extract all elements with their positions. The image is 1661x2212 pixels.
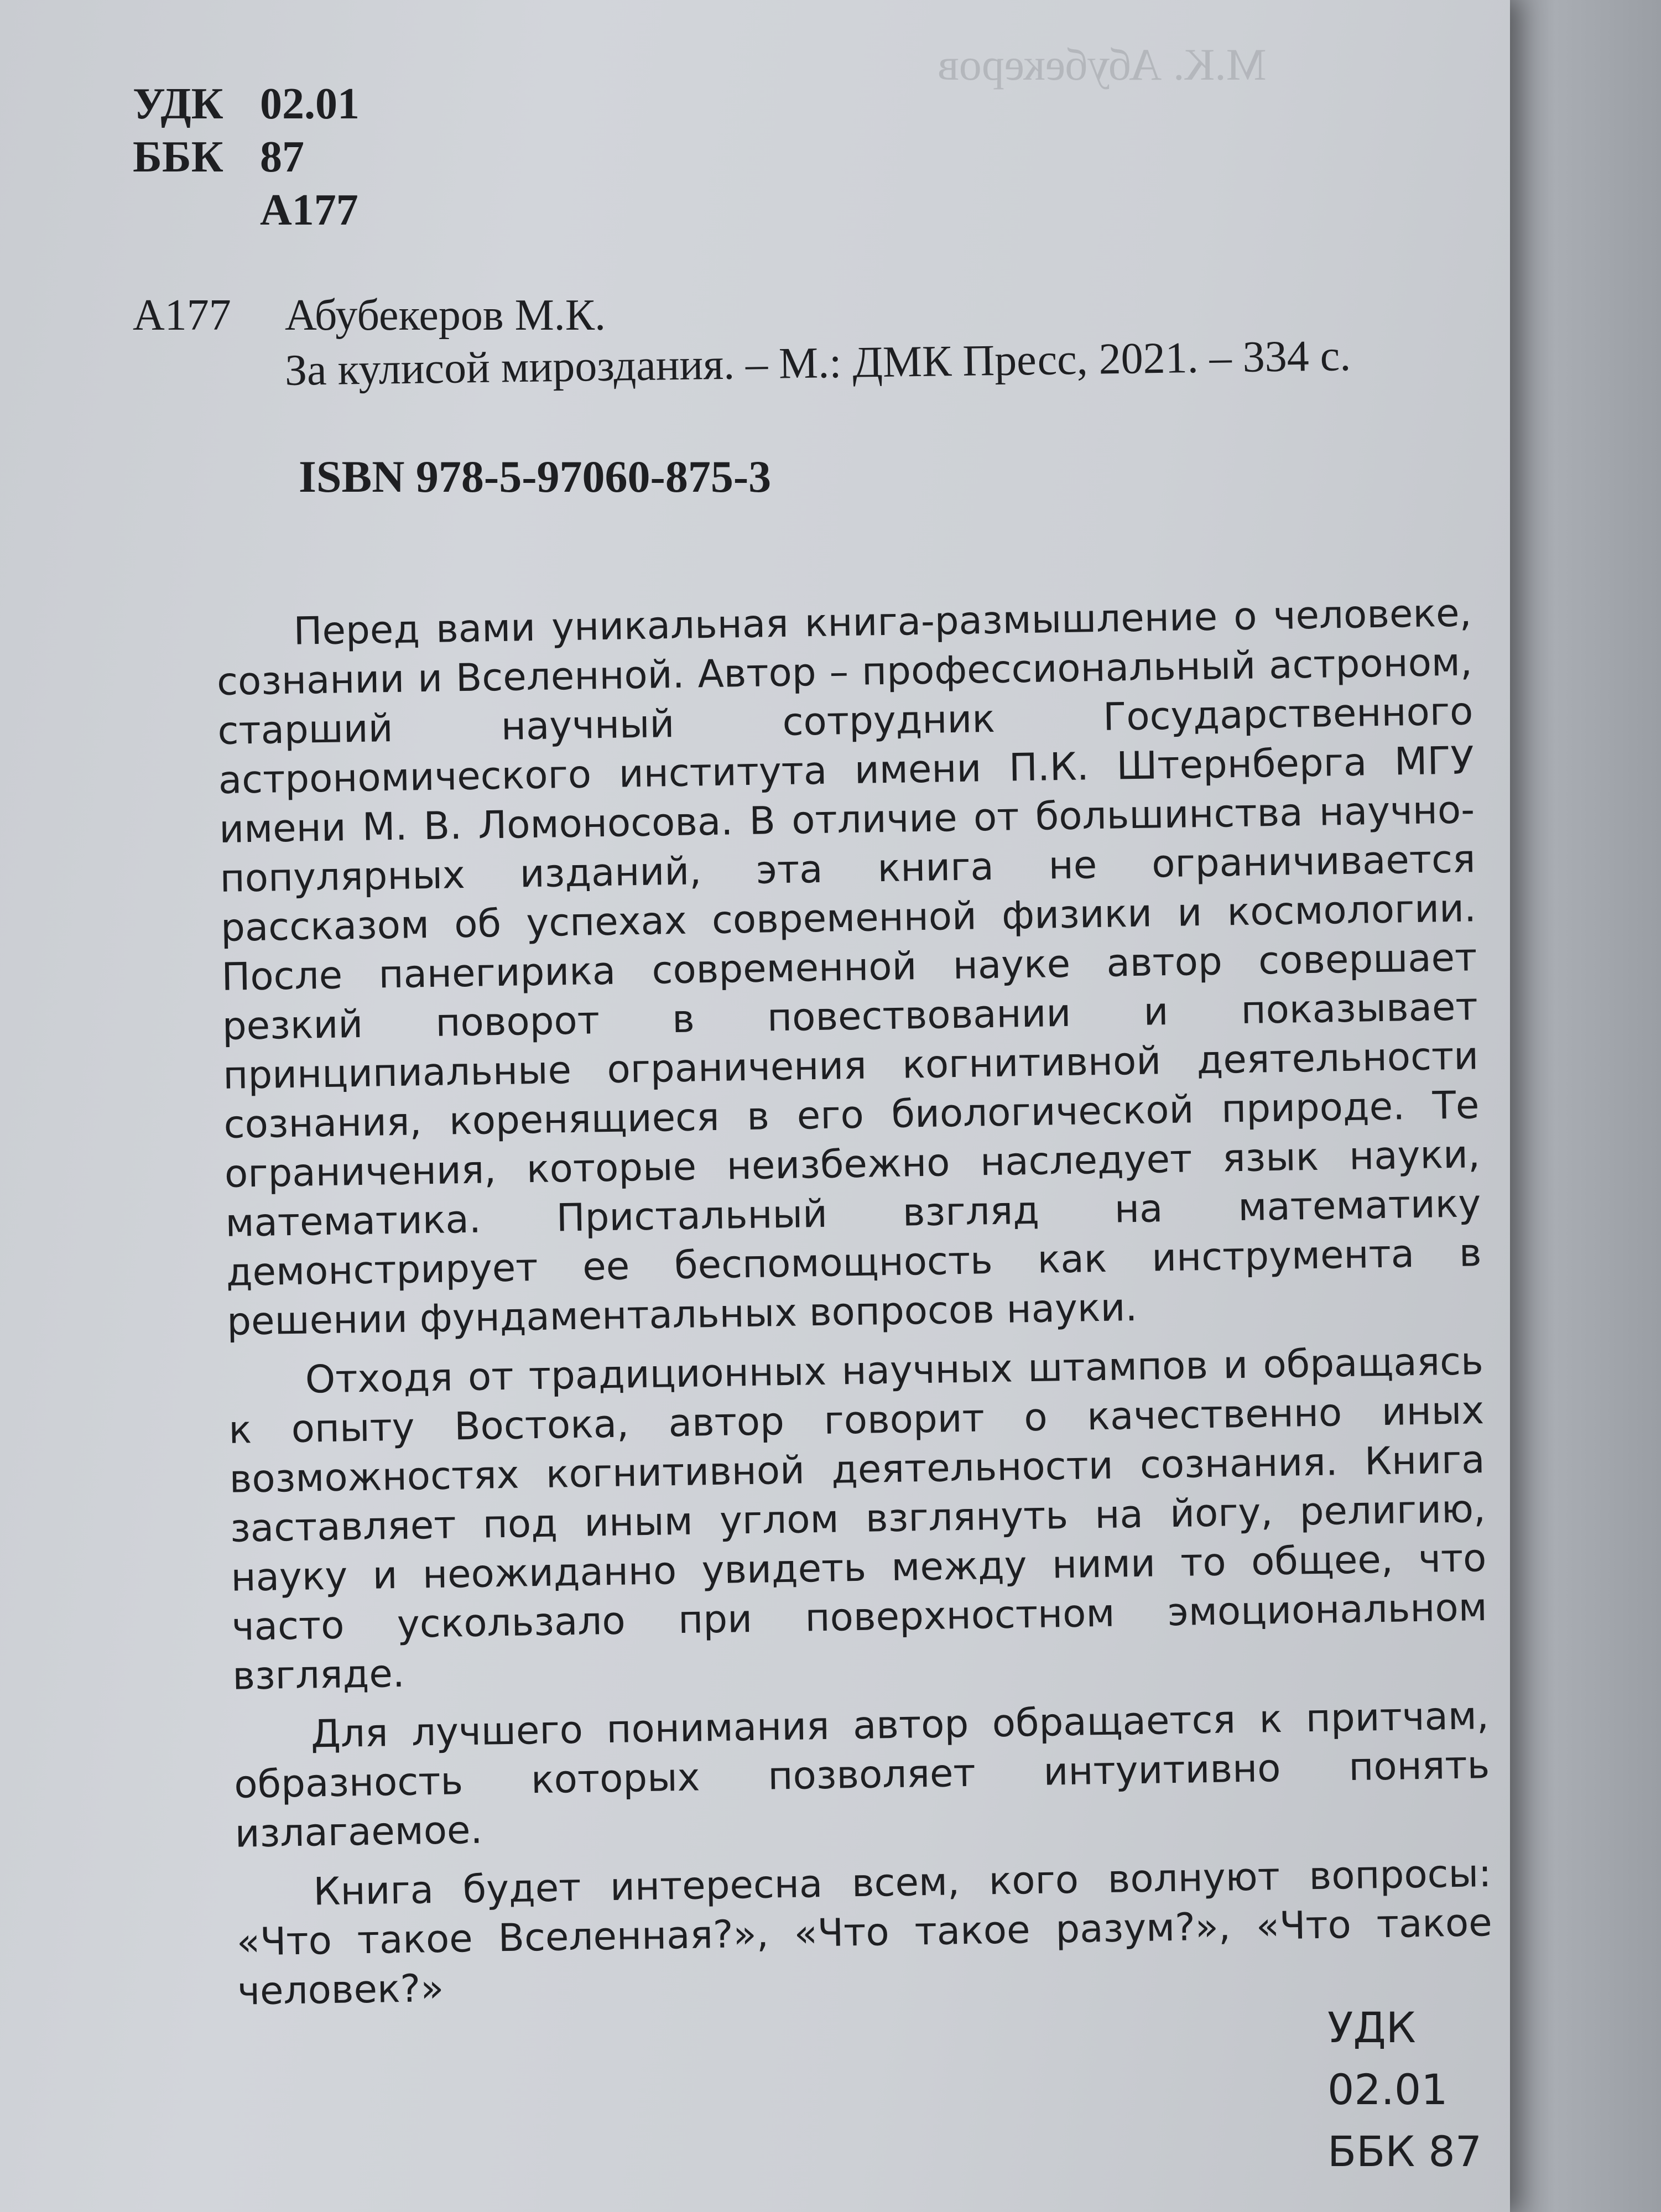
footer-classification <box>1327 1997 1510 2183</box>
abstract-paragraph-1: Перед вами уникальная книга-размышление о человеке, сознании и Вселенной. Автор – профессиональный астроном, старший научный сотрудник Государственного астрономического института имени П.К. Штернберга МГУ имени М. В. Ломоносова. В отличие от большинства научно-популярных изданий, эта книга не ограничивается рассказом об успехах современной физики и космологии. После панегирика современной науке автор совершает резкий поворот в повествовании и показывает принципиальные ограничения когнитивной деятельности сознания, коренящиеся в его биологической природе. Те ограничения, которые неизбежно наследует язык науки, математика. Пристальный взгляд на математику демонстрирует ее беспомощность как инструмента в решении фундаментальных вопросов науки. <box>216 591 1482 1344</box>
udk-row <box>133 77 360 131</box>
bbk-value: 87 <box>260 133 304 181</box>
abstract <box>216 589 1493 2026</box>
udk-label: УДК <box>133 80 223 128</box>
footer-bbk: ББК 87 <box>1327 2127 1482 2176</box>
record-code: А177 <box>133 291 231 340</box>
bbk-label: ББК <box>133 133 223 181</box>
abstract-paragraph-4: Книга будет интересна всем, кого волнуют вопросы: «Что такое Вселенная?», «Что такое разум?», «Что такое человек?» <box>236 1851 1493 2014</box>
record-author: Абубекеров М.К. <box>285 291 606 340</box>
page-edge <box>1510 0 1661 2212</box>
udk-value: 02.01 <box>260 80 360 128</box>
abstract-paragraph-3: Для лучшего понимания автор обращается к притчам, образность которых позволяет интуитивно понять излагаемое. <box>233 1694 1490 1856</box>
bibliographic-record <box>133 288 1516 398</box>
footer-udk: УДК 02.01 <box>1327 2003 1448 2114</box>
author-mark-row <box>133 184 360 237</box>
bbk-row <box>133 131 360 184</box>
isbn: ISBN 978-5-97060-875-3 <box>299 451 772 502</box>
bleed-through-text: М.К. Абубекеров <box>938 39 1267 90</box>
author-mark: А177 <box>260 186 358 235</box>
abstract-paragraph-2: Отходя от традиционных научных штампов и обращаясь к опыту Востока, автор говорит о качественно иных возможностях когнитивной деятельности сознания. Книга заставляет под иным углом взглянуть на йогу, религию, науку и неожиданно увидеть между ними то общее, что часто ускользало при поверхностном эмоциональном взгляде. <box>228 1339 1488 1699</box>
record-title-line: За кулисой мироздания. – М.: ДМК Пресс, 2021. – 334 с. <box>284 331 1351 395</box>
classification-header <box>133 77 360 237</box>
